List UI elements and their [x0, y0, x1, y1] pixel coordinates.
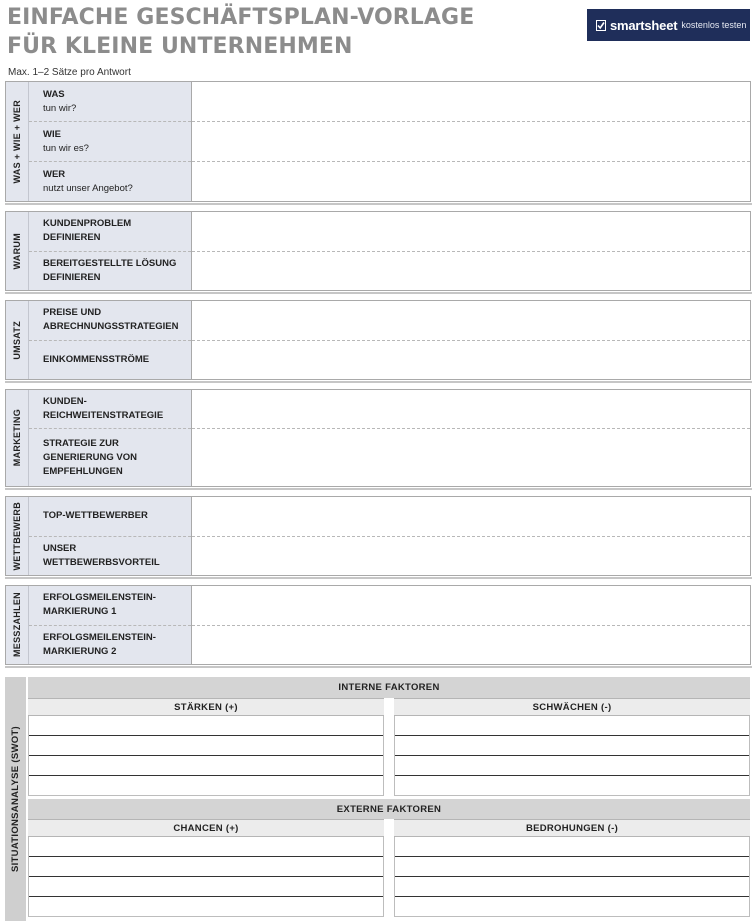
question-einkommensstroeme [29, 340, 191, 380]
question-top-wettbewerber [29, 497, 191, 536]
answer-field-reichweite[interactable] [192, 390, 750, 428]
external-factors-header: EXTERNE FAKTOREN [28, 799, 750, 819]
internal-factors-header: INTERNE FAKTOREN [28, 677, 750, 698]
swot-label-cell [5, 677, 26, 921]
answer-column [192, 390, 750, 486]
question-column [29, 82, 192, 201]
question-line: BEREITGESTELLTE LÖSUNG [43, 257, 177, 269]
question-meilenstein-1 [29, 586, 191, 625]
section-was-wie-wer [5, 81, 751, 202]
section-label-cell [6, 212, 29, 290]
opportunity-entry-4[interactable] [29, 897, 383, 917]
strength-entry-3[interactable] [29, 756, 383, 776]
strengths-column [28, 698, 384, 796]
opportunity-entry-2[interactable] [29, 857, 383, 877]
section-messzahlen [5, 585, 751, 665]
brand-name: smartsheet [610, 17, 678, 33]
question-line: KUNDENPROBLEM [43, 218, 132, 230]
answer-field-top-wettbewerber[interactable] [192, 497, 750, 536]
answer-field-wer[interactable] [192, 161, 750, 201]
section-label: WAS + WIE + WER [12, 99, 22, 184]
section-label: MARKETING [12, 409, 22, 467]
subtitle: Max. 1–2 Sätze pro Antwort [8, 67, 131, 78]
weaknesses-header: SCHWÄCHEN (-) [394, 698, 750, 716]
threats-rows [394, 837, 750, 917]
question-line: MARKIERUNG 1 [43, 606, 117, 618]
question-subtitle: nutzt unser Angebot? [43, 182, 133, 194]
threat-entry-3[interactable] [395, 877, 749, 897]
answer-field-einkommensstroeme[interactable] [192, 340, 750, 380]
question-empfehlungen [29, 428, 191, 486]
threats-column [394, 819, 750, 917]
weakness-entry-4[interactable] [395, 776, 749, 796]
question-column [29, 212, 192, 290]
strength-entry-2[interactable] [29, 736, 383, 756]
swot-analysis [5, 677, 751, 921]
section-umsatz [5, 300, 751, 380]
section-label-cell [6, 301, 29, 379]
question-line: EINKOMMENSSTRÖME [43, 353, 150, 365]
question-line: TOP-WETTBEWERBER [43, 510, 148, 522]
section-marketing [5, 389, 751, 487]
question-preise [29, 301, 191, 340]
question-was [29, 82, 191, 121]
strength-entry-4[interactable] [29, 776, 383, 796]
question-line: ERFOLGSMEILENSTEIN- [43, 631, 156, 643]
answer-field-wettbewerbsvorteil[interactable] [192, 536, 750, 576]
question-reichweite [29, 390, 191, 428]
section-label: UMSATZ [12, 320, 22, 360]
question-column [29, 390, 192, 486]
question-subtitle: tun wir es? [43, 142, 89, 154]
weakness-entry-3[interactable] [395, 756, 749, 776]
title-line-2: FÜR KLEINE UNTERNEHMEN [7, 34, 353, 59]
question-column [29, 497, 192, 575]
question-title: WER [43, 168, 66, 180]
weaknesses-rows [394, 716, 750, 796]
opportunity-entry-1[interactable] [29, 837, 383, 857]
question-line: KUNDEN- [43, 396, 87, 407]
answer-column [192, 586, 750, 664]
threat-entry-1[interactable] [395, 837, 749, 857]
strength-entry-1[interactable] [29, 716, 383, 736]
section-label-cell [6, 390, 29, 486]
question-line: DEFINIEREN [43, 232, 101, 244]
question-line: DEFINIEREN [43, 271, 101, 283]
weaknesses-column [394, 698, 750, 796]
section-label-cell [6, 586, 29, 664]
opportunities-column [28, 819, 384, 917]
section-wettbewerb [5, 496, 751, 576]
section-label: WETTBEWERB [12, 501, 22, 571]
question-title: WIE [43, 128, 61, 140]
answer-column [192, 301, 750, 379]
question-line: MARKIERUNG 2 [43, 645, 117, 657]
question-wettbewerbsvorteil [29, 536, 191, 576]
title-line-1: EINFACHE GESCHÄFTSPLAN-VORLAGE [7, 5, 475, 30]
threat-entry-4[interactable] [395, 897, 749, 917]
answer-field-meilenstein-1[interactable] [192, 586, 750, 625]
section-label-cell [6, 82, 29, 201]
answer-field-loesung[interactable] [192, 251, 750, 291]
weakness-entry-2[interactable] [395, 736, 749, 756]
question-line: PREISE UND [43, 307, 102, 319]
question-subtitle: tun wir? [43, 102, 77, 114]
answer-field-wie[interactable] [192, 121, 750, 161]
smartsheet-trial-button[interactable] [587, 9, 750, 41]
answer-column [192, 497, 750, 575]
swot-grid [26, 677, 751, 921]
opportunity-entry-3[interactable] [29, 877, 383, 897]
answer-field-preise[interactable] [192, 301, 750, 340]
question-line: STRATEGIE ZUR [43, 437, 119, 449]
page-title [7, 3, 527, 61]
question-line: ABRECHNUNGSSTRATEGIEN [43, 321, 179, 333]
answer-field-empfehlungen[interactable] [192, 428, 750, 486]
opportunities-header: CHANCEN (+) [28, 819, 384, 837]
question-column [29, 586, 192, 664]
question-line: GENERIERUNG VON [43, 451, 137, 463]
answer-field-kundenproblem[interactable] [192, 212, 750, 251]
question-wie [29, 121, 191, 161]
question-line: ERFOLGSMEILENSTEIN- [43, 592, 156, 604]
strengths-header: STÄRKEN (+) [28, 698, 384, 716]
swot-label: SITUATIONSANALYSE (SWOT) [10, 725, 21, 872]
answer-field-was[interactable] [192, 82, 750, 121]
question-meilenstein-2 [29, 625, 191, 665]
question-line: EMPFEHLUNGEN [43, 465, 123, 477]
answer-field-meilenstein-2[interactable] [192, 625, 750, 665]
threat-entry-2[interactable] [395, 857, 749, 877]
question-loesung [29, 251, 191, 291]
weakness-entry-1[interactable] [395, 716, 749, 736]
brand-cta: kostenlos testen [681, 20, 747, 30]
question-line: UNSER WETTBEWERBSVORTEIL [43, 542, 160, 568]
opportunities-rows [28, 837, 384, 917]
question-wer [29, 161, 191, 201]
section-label: WARUM [12, 232, 22, 270]
section-label-cell [6, 497, 29, 575]
question-line: REICHWEITENSTRATEGIE [43, 410, 164, 421]
question-title: WAS [43, 88, 65, 100]
checkmark-logo-icon [596, 20, 606, 31]
threats-header: BEDROHUNGEN (-) [394, 819, 750, 837]
strengths-rows [28, 716, 384, 796]
answer-column [192, 82, 750, 201]
section-label: MESSZAHLEN [12, 592, 22, 658]
answer-column [192, 212, 750, 290]
question-kundenproblem [29, 212, 191, 251]
section-warum [5, 211, 751, 291]
question-column [29, 301, 192, 379]
